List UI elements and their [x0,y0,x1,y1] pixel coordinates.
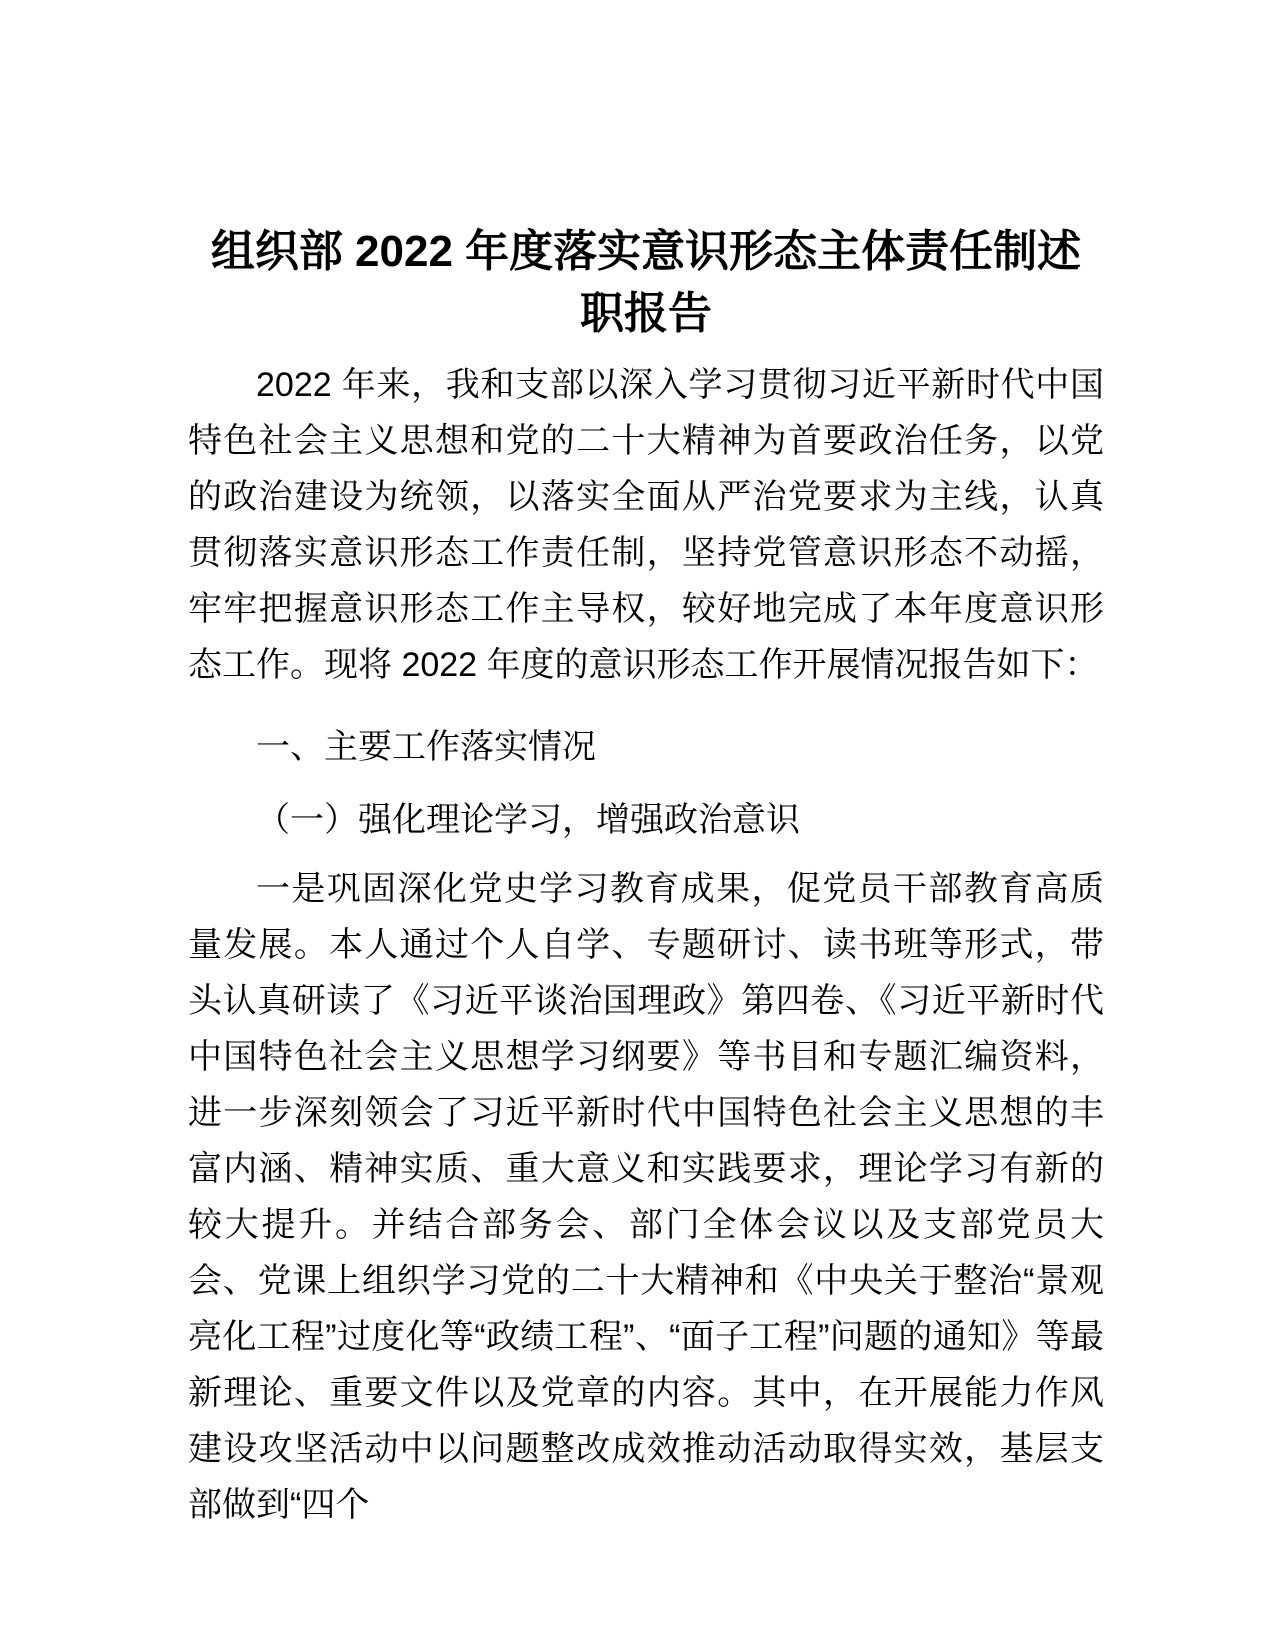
document-title: 组织部 2022 年度落实意识形态主体责任制述职报告 [210,227,1082,338]
body-paragraph: 一是巩固深化党史学习教育成果，促党员干部教育高质量发展。本人通过个人自学、专题研讨、读书班等形式，带头认真研读了《习近平谈治国理政》第四卷、《习近平新时代中国特色社会主义思想学习纲要》等书目和专题汇编资料，进一步深刻领会了习近平新时代中国特色社会主义思想的丰富内涵、精神实质、重大意义和实践要求，理论学习有新的较大提升。并结合部务会、部门全体会议以及支部党员大会、党课上组织学习党的二十大精神和《中央关于整治“景观亮化工程”过度化等“政绩工程”、“面子工程”问题的通知》等最新理论、重要文件以及党章的内容。其中，在开展能力作风建设攻坚活动中以问题整改成效推动活动取得实效，基层支部做到“四个 [188,870,1104,1524]
intro-paragraph: 2022 年来，我和支部以深入学习贯彻习近平新时代中国特色社会主义思想和党的二十大精神为首要政治任务，以党的政治建设为统领，以落实全面从严治党要求为主线，认真贯彻落实意识形态工作责任制，坚持党管意识形态不动摇，牢牢把握意识形态工作主导权，较好地完成了本年度意识形态工作。现将 2022 年度的意识形态工作开展情况报告如下： [188,366,1104,684]
section-heading: 一、主要工作落实情况 [256,728,596,766]
subsection-heading: （一）强化理论学习，增强政治意识 [256,801,800,839]
document-content [188,0,1104,1533]
